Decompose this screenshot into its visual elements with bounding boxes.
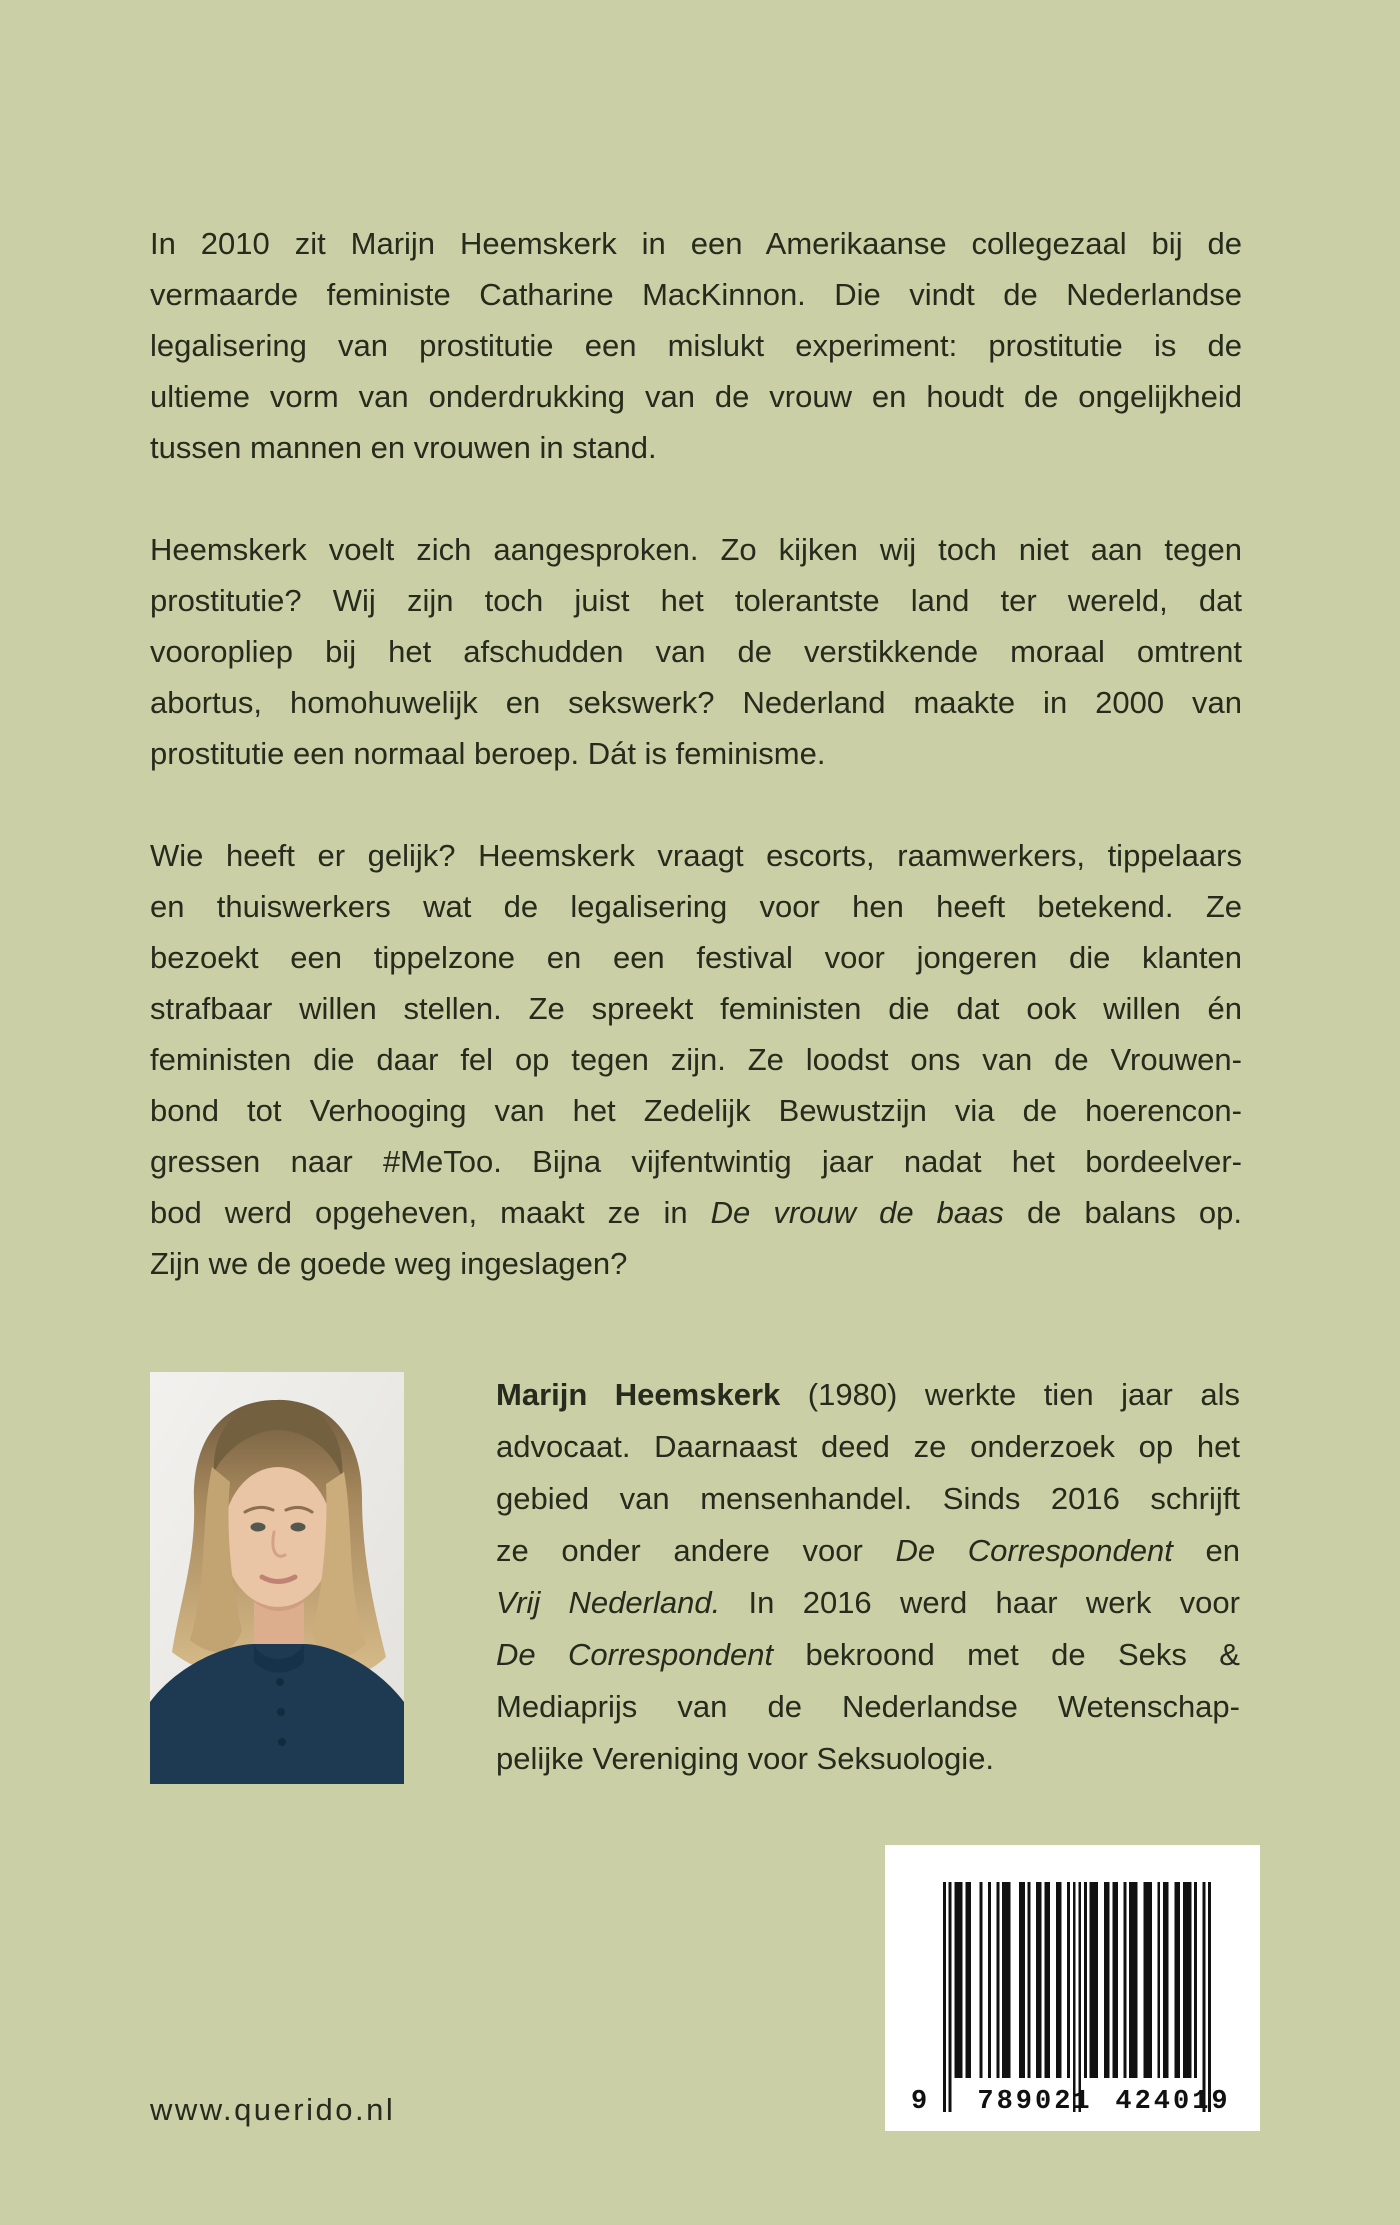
text-line: Mediaprijs van de Nederlandse Wetenschap- [496,1689,1240,1724]
text-line: abortus, homohuwelijk en sekswerk? Nederland maakte in 2000 van [150,685,1242,720]
text-line: bezoekt een tippelzone en een festival voor jongeren die klanten [150,940,1242,975]
text-line: strafbaar willen stellen. Ze spreekt feministen die dat ook willen én [150,991,1242,1026]
text-line: en thuiswerkers wat de legalisering voor hen heeft betekend. Ze [150,889,1242,924]
barcode [885,1845,1260,2131]
text-line: ze onder andere voor De Correspondent en [496,1533,1240,1568]
text-line: vooropliep bij het afschudden van de verstikkende moraal omtrent [150,634,1242,669]
text-line: bod werd opgeheven, maakt ze in De vrouw de baas de balans op. [150,1195,1242,1230]
barcode-digit-prefix: 9 [911,2087,928,2117]
author-photo [150,1372,404,1784]
text-line: advocaat. Daarnaast deed ze onderzoek op het [496,1429,1240,1464]
text-line: Heemskerk voelt zich aangesproken. Zo kijken wij toch niet aan tegen [150,532,1242,567]
text-line: prostitutie een normaal beroep. Dát is feminisme. [150,736,826,771]
text-line: vermaarde feministe Catharine MacKinnon. Die vindt de Nederlandse [150,277,1242,312]
barcode-bars [943,1882,1211,2112]
text-line: Wie heeft er gelijk? Heemskerk vraagt escorts, raamwerkers, tippelaars [150,838,1242,873]
text-line: bond tot Verhooging van het Zedelijk Bewustzijn via de hoerencon- [150,1093,1242,1128]
barcode-digits-right: 424019 [1115,2087,1231,2117]
synopsis-paragraph [150,524,1242,779]
text-line: legalisering van prostitutie een mislukt experiment: prostitutie is de [150,328,1242,363]
text-line: Marijn Heemskerk (1980) werkte tien jaar als [496,1377,1240,1412]
text-line: ultieme vorm van onderdrukking van de vrouw en houdt de ongelijkheid [150,379,1242,414]
text-line: tussen mannen en vrouwen in stand. [150,430,657,465]
barcode-digits-left: 789021 [977,2087,1093,2117]
synopsis-text [150,218,1242,1289]
text-line: prostitutie? Wij zijn toch juist het tolerantste land ter wereld, dat [150,583,1242,618]
text-line: gressen naar #MeToo. Bijna vijfentwintig jaar nadat het bordeelver- [150,1144,1242,1179]
publisher-website: www.querido.nl [150,2092,396,2127]
text-line: Zijn we de goede weg ingeslagen? [150,1246,628,1281]
synopsis-paragraph [150,830,1242,1289]
text-line: gebied van mensenhandel. Sinds 2016 schrijft [496,1481,1240,1516]
synopsis-paragraph [150,218,1242,473]
text-line: In 2010 zit Marijn Heemskerk in een Amerikaanse collegezaal bij de [150,226,1242,261]
author-bio [496,1369,1240,1785]
text-line: De Correspondent bekroond met de Seks & [496,1637,1240,1672]
author-portrait-illustration [150,1372,404,1784]
text-line: feministen die daar fel op tegen zijn. Ze loodst ons van de Vrouwen- [150,1042,1242,1077]
text-line: pelijke Vereniging voor Seksuologie. [496,1741,995,1776]
text-line: Vrij Nederland. In 2016 werd haar werk voor [496,1585,1240,1620]
